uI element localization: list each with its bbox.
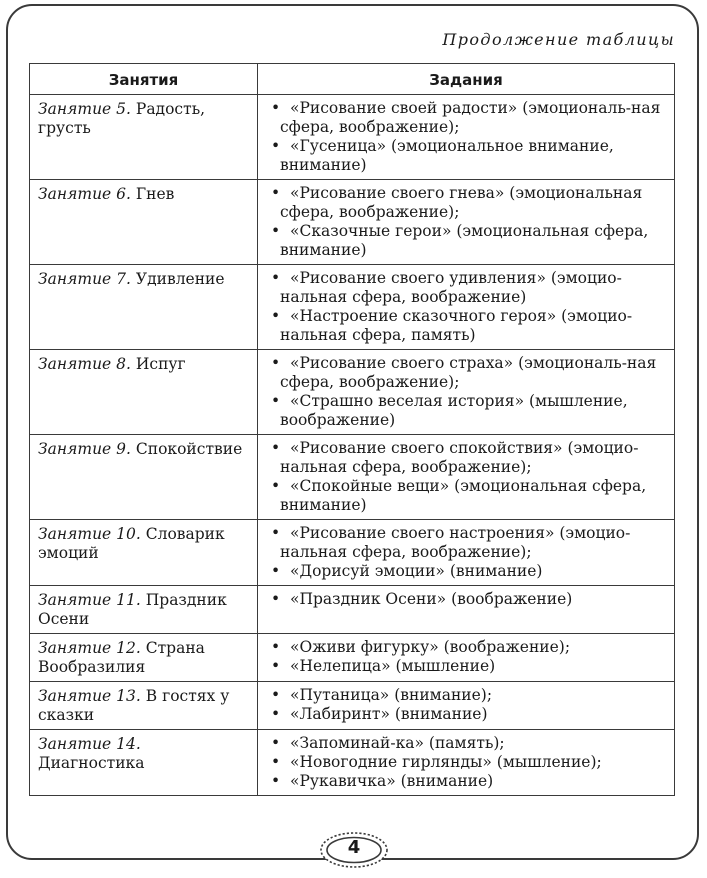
task-item: [266, 562, 668, 581]
tasks-cell: [258, 634, 675, 682]
table-row: [30, 682, 675, 730]
lesson-number: Занятие 11.: [38, 591, 141, 609]
lesson-cell: [30, 435, 258, 520]
task-text: «Настроение сказочного героя» (эмоцио-нальная сфера, память): [280, 307, 633, 344]
lesson-number: Занятие 10.: [38, 525, 141, 543]
task-text: «Путаница» (внимание);: [290, 686, 493, 704]
task-item: [266, 392, 668, 430]
lesson-title: Гнев: [135, 185, 175, 203]
table-row: [30, 180, 675, 265]
bullet-icon: •: [271, 439, 281, 457]
bullet-icon: •: [271, 354, 281, 372]
lesson-title: Страна Вообразилия: [38, 639, 205, 676]
tasks-cell: [258, 682, 675, 730]
task-text: «Запоминай-ка» (память);: [290, 734, 505, 752]
page-number-badge: [316, 826, 392, 870]
table-row: [30, 730, 675, 796]
lesson-cell: [30, 634, 258, 682]
table-row: [30, 586, 675, 634]
lesson-cell: [30, 180, 258, 265]
bullet-icon: •: [271, 734, 281, 752]
bullet-icon: •: [271, 392, 281, 410]
task-item: [266, 439, 668, 477]
lesson-cell: [30, 520, 258, 586]
task-text: «Спокойные вещи» (эмоциональная сфера, внимание): [280, 477, 647, 514]
bullet-icon: •: [271, 99, 281, 117]
bullet-icon: •: [271, 477, 281, 495]
bullet-icon: •: [271, 657, 281, 675]
task-item: [266, 705, 668, 724]
continuation-caption: Продолжение таблицы: [442, 30, 675, 49]
task-item: [266, 477, 668, 515]
table-row: [30, 95, 675, 180]
task-text: «Рисование своего настроения» (эмоцио-нальная сфера, воображение);: [280, 524, 631, 561]
lesson-cell: [30, 95, 258, 180]
task-item: [266, 638, 668, 657]
task-list: [266, 269, 668, 345]
task-text: «Оживи фигурку» (воображение);: [290, 638, 571, 656]
table-header-row: [30, 64, 675, 95]
tasks-cell: [258, 520, 675, 586]
task-list: [266, 638, 668, 676]
task-text: «Нелепица» (мышление): [290, 657, 496, 675]
bullet-icon: •: [271, 753, 281, 771]
task-text: «Рисование своего удивления» (эмоцио-нальная сфера, воображение): [280, 269, 622, 306]
task-text: «Рисование своего спокойствия» (эмоцио-нальная сфера, воображение);: [280, 439, 639, 476]
bullet-icon: •: [271, 269, 281, 287]
task-list: [266, 734, 668, 791]
task-text: «Лабиринт» (внимание): [290, 705, 488, 723]
task-text: «Рисование своего страха» (эмоциональ-ная сфера, воображение);: [280, 354, 657, 391]
tasks-cell: [258, 180, 675, 265]
task-list: [266, 524, 668, 581]
lesson-number: Занятие 7.: [38, 270, 131, 288]
task-text: «Гусеница» (эмоциональное внимание, внимание): [280, 137, 614, 174]
lesson-title: Спокойствие: [135, 440, 243, 458]
lesson-title: В гостях у сказки: [38, 687, 230, 724]
tasks-cell: [258, 730, 675, 796]
task-text: «Дорисуй эмоции» (внимание): [290, 562, 543, 580]
lesson-number: Занятие 13.: [38, 687, 141, 705]
task-text: «Рисование своего гнева» (эмоциональная сфера, воображение);: [280, 184, 643, 221]
task-text: «Страшно веселая история» (мышление, воображение): [280, 392, 628, 429]
bullet-icon: •: [271, 686, 281, 704]
task-list: [266, 184, 668, 260]
lesson-number: Занятие 9.: [38, 440, 131, 458]
bullet-icon: •: [271, 307, 281, 325]
lesson-number: Занятие 14.: [38, 735, 141, 753]
task-text: «Рукавичка» (внимание): [290, 772, 494, 790]
task-list: [266, 686, 668, 724]
table-row: [30, 435, 675, 520]
bullet-icon: •: [271, 184, 281, 202]
lesson-cell: [30, 350, 258, 435]
bullet-icon: •: [271, 137, 281, 155]
lesson-title: Словарик эмоций: [38, 525, 225, 562]
page-number: 4: [347, 837, 361, 858]
task-list: [266, 439, 668, 515]
task-item: [266, 772, 668, 791]
lesson-cell: [30, 265, 258, 350]
tasks-cell: [258, 265, 675, 350]
task-list: [266, 99, 668, 175]
lesson-title: Испуг: [135, 355, 186, 373]
table-row: [30, 520, 675, 586]
lessons-table: [29, 63, 675, 796]
task-text: «Рисование своей радости» (эмоциональ-ная сфера, воображение);: [280, 99, 661, 136]
task-item: [266, 657, 668, 676]
task-list: [266, 354, 668, 430]
column-header-lessons: Занятия: [30, 64, 258, 95]
task-text: «Праздник Осени» (воображение): [290, 590, 573, 608]
lesson-title: Удивление: [135, 270, 225, 288]
task-text: «Сказочные герои» (эмоциональная сфера, внимание): [280, 222, 649, 259]
lesson-number: Занятие 6.: [38, 185, 131, 203]
column-header-tasks: Задания: [258, 64, 675, 95]
task-item: [266, 753, 668, 772]
lesson-title: Диагностика: [38, 754, 145, 772]
lesson-number: Занятие 12.: [38, 639, 141, 657]
bullet-icon: •: [271, 705, 281, 723]
task-item: [266, 137, 668, 175]
bullet-icon: •: [271, 772, 281, 790]
lesson-title: Радость, грусть: [38, 100, 206, 137]
task-item: [266, 354, 668, 392]
lesson-cell: [30, 730, 258, 796]
task-item: [266, 307, 668, 345]
tasks-cell: [258, 95, 675, 180]
task-item: [266, 269, 668, 307]
lesson-cell: [30, 682, 258, 730]
table-row: [30, 265, 675, 350]
task-list: [266, 590, 668, 609]
bullet-icon: •: [271, 638, 281, 656]
lesson-number: Занятие 8.: [38, 355, 131, 373]
table-row: [30, 634, 675, 682]
bullet-icon: •: [271, 590, 281, 608]
task-item: [266, 590, 668, 609]
lesson-number: Занятие 5.: [38, 100, 131, 118]
tasks-cell: [258, 435, 675, 520]
task-item: [266, 99, 668, 137]
bullet-icon: •: [271, 562, 281, 580]
tasks-cell: [258, 586, 675, 634]
bullet-icon: •: [271, 222, 281, 240]
task-text: «Новогодние гирлянды» (мышление);: [290, 753, 602, 771]
task-item: [266, 734, 668, 753]
lesson-title: Праздник Осени: [38, 591, 227, 628]
bullet-icon: •: [271, 524, 281, 542]
tasks-cell: [258, 350, 675, 435]
table-row: [30, 350, 675, 435]
task-item: [266, 686, 668, 705]
task-item: [266, 222, 668, 260]
lesson-cell: [30, 586, 258, 634]
task-item: [266, 184, 668, 222]
task-item: [266, 524, 668, 562]
